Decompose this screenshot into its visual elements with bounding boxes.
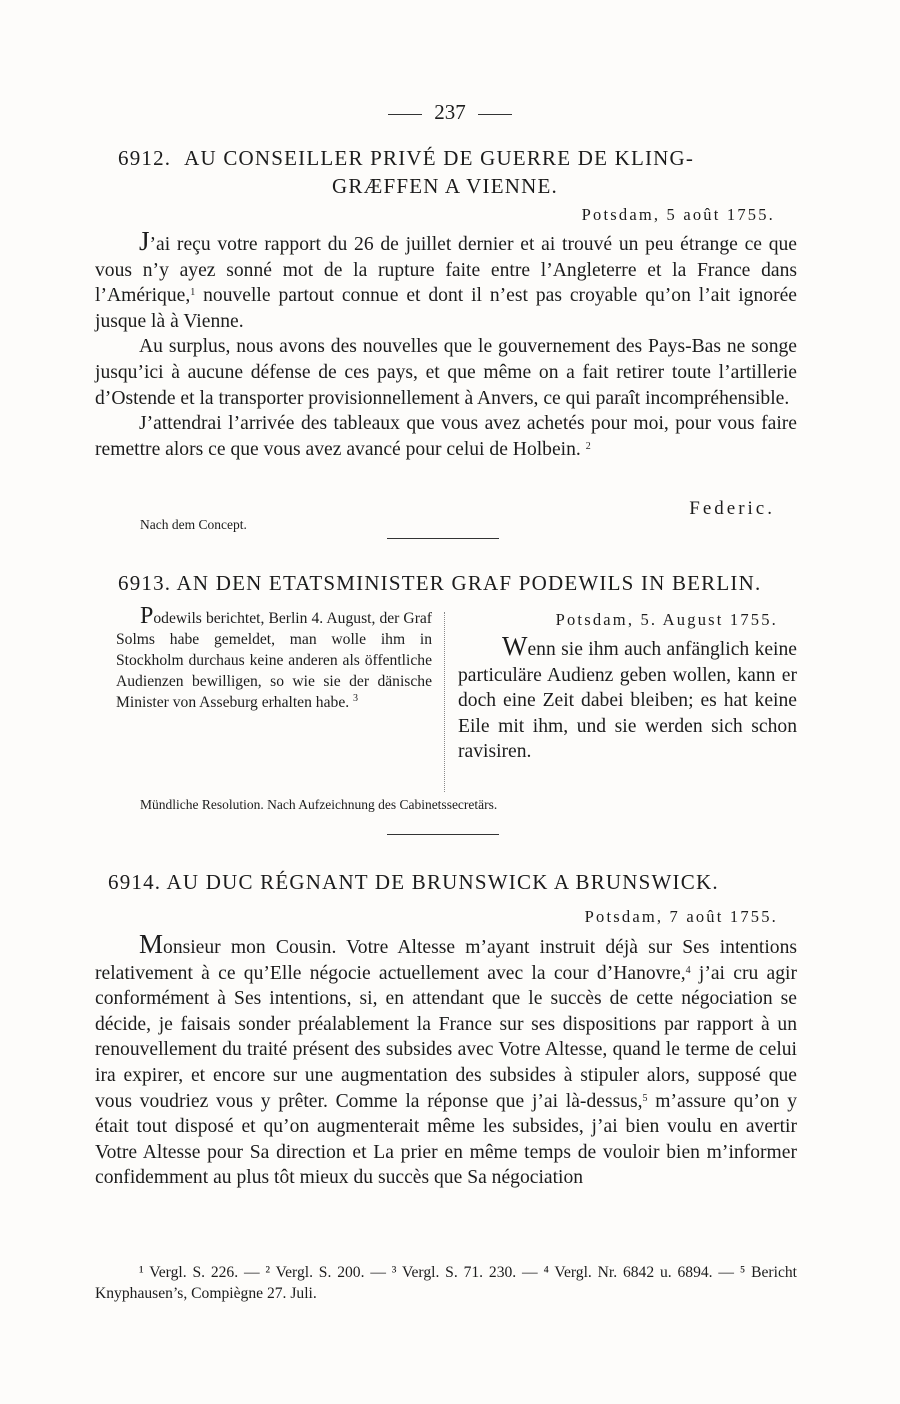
letter-6912-title-line1: AU CONSEILLER PRIVÉ DE GUERRE DE KLING-	[184, 146, 695, 170]
letter-6912-title-line2: GRÆFFEN A VIENNE.	[332, 174, 558, 198]
letter-6912-signature: Federic.	[689, 498, 775, 519]
dropcap: W	[502, 631, 528, 661]
page-number-text: 237	[434, 100, 466, 124]
page-number-rule-right	[478, 114, 512, 115]
paragraph-text: onsieur mon Cousin. Votre Altesse m’ayant instruit déjà sur Ses intentions relativement à ce qu’Elle négocie actuellement avec la cour d’Hanovre,	[95, 937, 797, 984]
footnote-ref: 4	[685, 964, 691, 976]
dropcap: P	[140, 603, 154, 629]
footnotes-text: ¹ Vergl. S. 226. — ² Vergl. S. 200. — ³ Vergl. S. 71. 230. — ⁴ Vergl. Nr. 6842 u. 6894. — ⁵ Bericht Knyphausen’s, Compiègne 27. Juli.	[95, 1264, 797, 1302]
footnote-ref: 3	[353, 693, 359, 704]
letter-6913-summary	[116, 603, 432, 713]
footnote-ref: 1	[190, 287, 196, 299]
paragraph-text: ’ai reçu votre rapport du 26 de juillet dernier et ai trouvé un peu étrange ce que vous n’y ayez sonné mot de la rupture faite entre l’Angleterre et la France dans l’Amérique,	[95, 234, 797, 307]
letter-6914-heading: 6914. AU DUC RÉGNANT DE BRUNSWICK A BRUNSWICK.	[108, 870, 719, 894]
footnote-ref: 2	[585, 440, 591, 452]
letter-6912-paragraph-2: Au surplus, nous avons des nouvelles que le gouvernement des Pays-Bas ne songe jusqu’ici à aucune défense de ces pays, et que même on a fait retirer toute l’artillerie d’Ostende et la transporter provisionnellement à Anvers, ce qui paraît incompréhensible.	[95, 336, 797, 409]
page-number-rule-left	[388, 114, 422, 115]
page-number	[0, 100, 900, 125]
letter-6914-body	[95, 929, 797, 1191]
paragraph-text: enn sie ihm auch anfänglich keine particuläre Audienz geben wollen, kann er doch eine Zeit dabei bleiben; es hat keine Eile mit ihm, und sie werden sich schon ravisiren.	[458, 639, 797, 763]
letter-6913-resolution-text	[458, 631, 797, 765]
letter-6913-body	[458, 631, 797, 765]
letter-6912-number: 6912.	[118, 146, 172, 170]
separator-rule	[387, 538, 499, 539]
letter-6912-paragraph-3	[95, 411, 797, 462]
letter-6912-heading	[118, 146, 798, 171]
paragraph-text: j’ai cru agir conformément à Ses intentions, si, en attendant que le succès de cette négociation se décide, je faisais sonder préalablement la France sur ses dispositions par rapport à un renouvellement du traité présent des subsides avec Votre Altesse, quand le terme de celui ira expirer, et encore sur une augmentation des subsides à stipuler alors, supposé que vous voudriez vous y prêter. Comme la réponse que j’ai là-dessus,	[95, 962, 797, 1112]
footnotes	[95, 1262, 797, 1304]
letter-6912-paragraph-1	[95, 226, 797, 334]
letter-6913-place-date: Potsdam, 5. August 1755.	[555, 610, 778, 629]
dropcap: J	[139, 226, 150, 256]
letter-6912-source: Nach dem Concept.	[140, 517, 247, 532]
summary-text: odewils berichtet, Berlin 4. August, der Graf Solms habe gemeldet, man wolle ihm in Stockholm durchaus keine anderen als öffentliche Audienzen bewilligen, so wie sie der dänische Minister von Asseburg erhalten habe.	[116, 610, 432, 711]
paragraph-text: J’attendrai l’arrivée des tableaux que vous avez achetés pour moi, pour vous faire remettre alors ce que vous avez avancé pour celui de Holbein.	[95, 413, 797, 460]
letter-6912-body	[95, 226, 797, 462]
letter-6914-paragraph-1	[95, 929, 797, 1191]
dropcap: M	[139, 929, 164, 959]
letter-6912-place-date: Potsdam, 5 août 1755.	[581, 205, 775, 224]
letter-6914-place-date: Potsdam, 7 août 1755.	[584, 907, 778, 926]
column-divider	[444, 612, 445, 792]
separator-rule	[387, 834, 499, 835]
paragraph-text: m’assure qu’on y était tout disposé et qu’on augmenterait même les subsides, j’ai bien voulu en avertir Votre Altesse pour Sa direction et La prier en même temps de vouloir bien m’informer confidemment au plus tôt mieux du succès que Sa négociation	[95, 1090, 797, 1189]
letter-6913-summary-text	[116, 603, 432, 713]
paragraph-text: nouvelle partout connue et dont il n’est pas croyable qu’on l’ait ignorée jusque là à Vienne.	[95, 285, 797, 332]
footnote-ref: 5	[642, 1092, 648, 1104]
letter-6913-source: Mündliche Resolution. Nach Aufzeichnung des Cabinetssecretärs.	[140, 797, 498, 812]
letter-6913-heading: 6913. AN DEN ETATSMINISTER GRAF PODEWILS IN BERLIN.	[118, 571, 762, 595]
